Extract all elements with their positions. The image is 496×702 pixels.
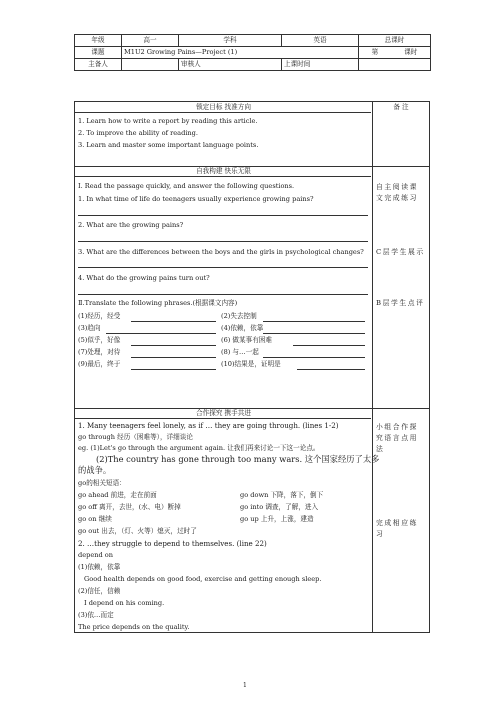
self-build-heading: 自我构建 快乐无限 [196, 167, 251, 175]
phrase-8-blank[interactable] [263, 357, 365, 358]
phrase-1-blank[interactable] [131, 321, 216, 322]
page-number: 1 [243, 682, 247, 689]
phrase-4: (4)依赖，依靠 [221, 324, 264, 332]
topic-label: 课题 [75, 47, 122, 59]
phrase-6-blank[interactable] [293, 345, 365, 346]
preparer-value [122, 59, 179, 71]
period-cell [359, 47, 431, 59]
part2-instruction: Ⅱ.Translate the following phrases.(根据课文内容) [78, 299, 238, 307]
depend-example-2: I depend on his coming. [84, 599, 165, 607]
question-3: 3. What are the differences between the boys and the girls in psychological changes? [78, 248, 364, 256]
note-b-level: B层学生点评 [376, 299, 425, 307]
info-row-staff [75, 59, 431, 71]
subject-value: 英语 [282, 35, 359, 47]
point-2: 2. …they struggle to depend to themselves. (line 22) [78, 539, 267, 548]
note-exercise: 完成相应练习 [376, 519, 418, 538]
phrase-2: (2)失去控制 [221, 312, 257, 320]
grade-label: 年级 [75, 35, 122, 47]
phrase-3: (3)趋向 [78, 324, 101, 332]
phrase-5: (5)似乎，好像 [78, 336, 121, 344]
phrase-10-blank[interactable] [297, 369, 365, 370]
answer-line-2[interactable] [78, 241, 368, 242]
depend-on: depend on [78, 551, 114, 559]
depend-sense-3: (3)依…而定 [78, 611, 114, 619]
go-into: go into 调查，了解，进入 [240, 503, 319, 511]
period-which-label: 第 [371, 48, 379, 56]
go-through-example-2: (2)The country has gone through too many wars. 这个国家经历了太多 [96, 454, 380, 464]
depend-example-1: Good health depends on good food, exercise and getting enough sleep. [84, 575, 322, 583]
class-time-label: 上课时间 [282, 59, 359, 71]
phrase-8: (8) 与…一起 [221, 348, 259, 356]
total-periods-label: 总课时 [359, 35, 431, 47]
go-on: go on 继续 [78, 515, 112, 523]
go-ahead: go ahead 前进，走在前面 [78, 491, 157, 499]
lesson-info-table [74, 34, 431, 71]
go-through-example-1: eg. (1)Let's go through the argument again. 让我们再来讨论一下这一论点。 [78, 444, 320, 452]
subject-label: 学科 [179, 35, 282, 47]
phrase-6: (6) 做某事有困难 [221, 336, 272, 344]
info-row-topic [75, 47, 431, 59]
go-up: go up 上升，上涨，建造 [240, 515, 314, 523]
note-self-reading: 自主阅读课文完成练习 [376, 183, 418, 202]
phrase-7: (7)处理，对待 [78, 348, 121, 356]
goals-heading: 锁定目标 找准方向 [196, 103, 251, 111]
depend-example-3: The price depends on the quality. [78, 623, 190, 631]
phrase-3-blank[interactable] [106, 333, 216, 334]
answer-line-4[interactable] [78, 294, 368, 295]
note-c-level: C层学生展示 [376, 248, 425, 256]
phrase-2-blank[interactable] [263, 321, 365, 322]
notes-heading: 备 注 [393, 103, 409, 111]
depend-sense-2: (2)信任，信赖 [78, 587, 121, 595]
phrase-7-blank[interactable] [131, 357, 216, 358]
go-phrases-heading: go的相关短语： [78, 479, 126, 487]
goal-item-1: 1. Learn how to write a report by reading this article. [78, 117, 258, 125]
period-label: 课时 [404, 48, 418, 56]
part1-instruction: Ⅰ. Read the passage quickly, and answer the following questions. [78, 182, 295, 190]
question-2: 2. What are the growing pains? [78, 221, 184, 229]
answer-line-1[interactable] [78, 215, 368, 216]
phrase-4-blank[interactable] [263, 333, 365, 334]
go-through-def: go through 经历（困难等），详细谈论 [78, 433, 193, 441]
question-1: 1. In what time of life do teenagers usually experience growing pains? [78, 195, 314, 203]
question-4: 4. What do the growing pains turn out? [78, 274, 210, 282]
depend-sense-1: (1)依赖，依靠 [78, 563, 121, 571]
phrase-1: (1)经历，经受 [78, 312, 121, 320]
goal-item-2: 2. To improve the ability of reading. [78, 129, 198, 137]
grade-value: 高一 [122, 35, 179, 47]
goal-item-3: 3. Learn and master some important language points. [78, 141, 259, 149]
go-out: go out 出去，（灯、火等）熄灭，过时了 [78, 527, 197, 535]
reviewer-label: 审核人 [179, 59, 282, 71]
topic-value: M1U2 Growing Pains—Project (1) [122, 47, 359, 59]
phrase-9: (9)最后，终于 [78, 360, 121, 368]
go-through-example-2-cont: 的战争。 [78, 465, 112, 475]
go-down: go down 下降，落下，倒下 [240, 491, 324, 499]
go-off: go off 离开，去世，(水、电）断掉 [78, 503, 181, 511]
point-1: 1. Many teenagers feel lonely, as if … they are going through. (lines 1-2) [78, 421, 339, 430]
phrase-9-blank[interactable] [131, 369, 216, 370]
phrase-10: (10)结果是，证明是 [221, 360, 281, 368]
phrase-5-blank[interactable] [131, 345, 216, 346]
class-time-value [359, 59, 431, 71]
info-row-grade [75, 35, 431, 47]
note-group-work: 小组合作探究语言点用法 [376, 423, 418, 453]
lesson-body [74, 101, 430, 633]
coop-heading: 合作探究 携手共进 [196, 409, 251, 417]
preparer-label: 主备人 [75, 59, 122, 71]
answer-line-3[interactable] [78, 267, 368, 268]
